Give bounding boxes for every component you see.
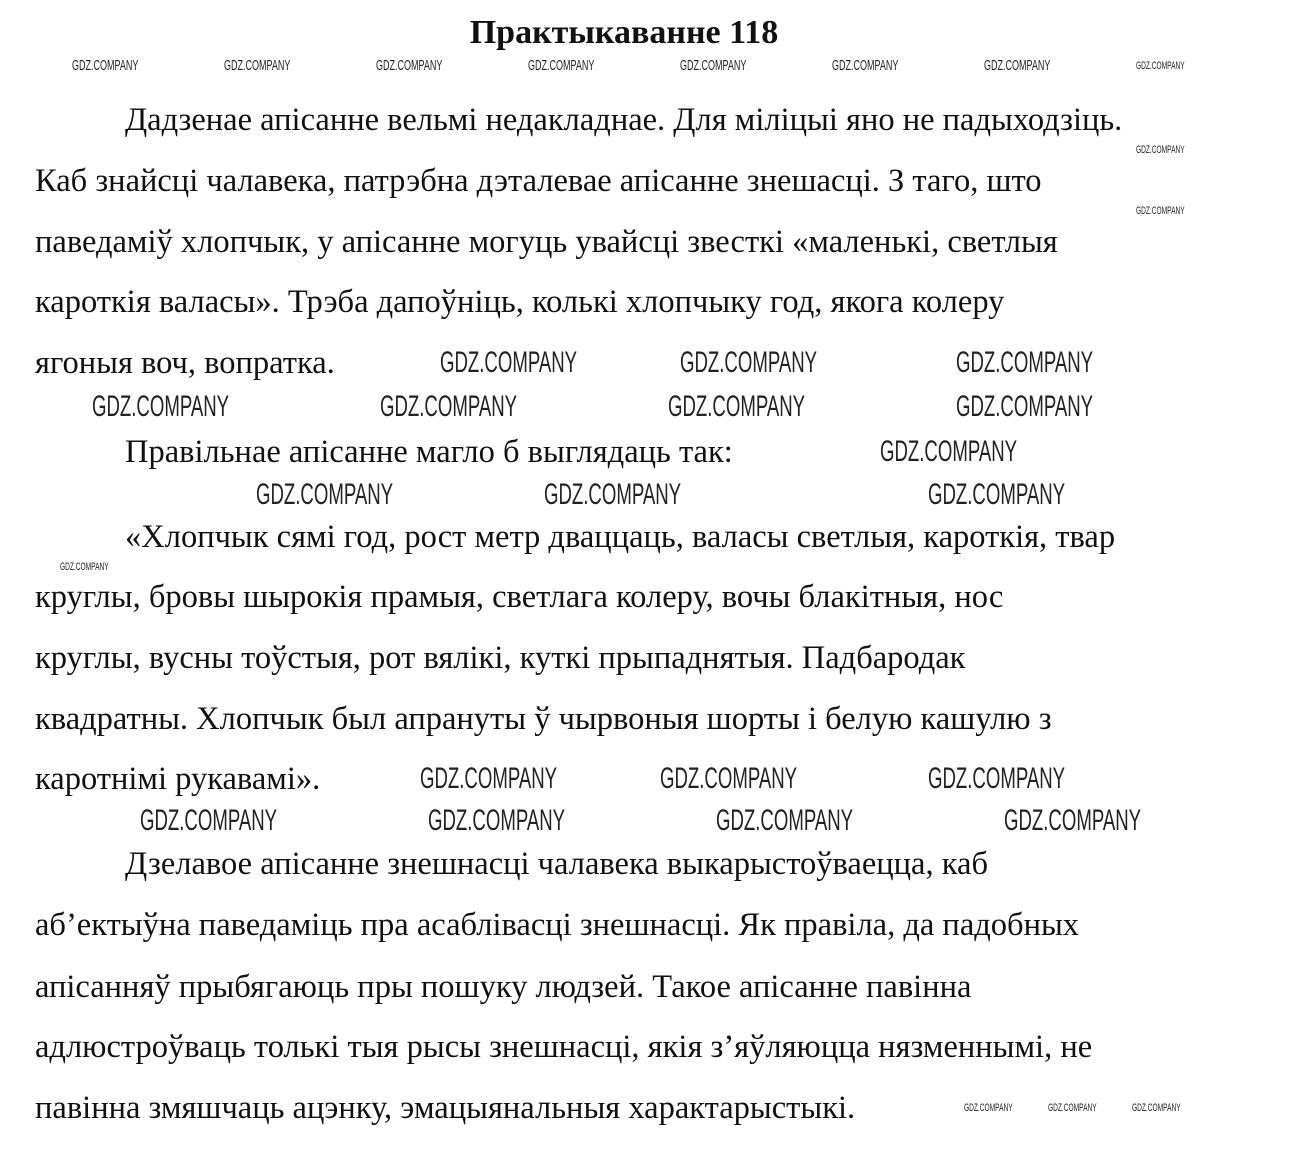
watermark: GDZ.COMPANY bbox=[928, 478, 1066, 511]
watermark: GDZ.COMPANY bbox=[1136, 144, 1185, 156]
watermark: GDZ.COMPANY bbox=[72, 57, 139, 74]
watermark: GDZ.COMPANY bbox=[680, 346, 818, 379]
watermark: GDZ.COMPANY bbox=[984, 57, 1051, 74]
text-line: Дзелавое апісанне знешнасці чалавека выкарыстоўваецца, каб bbox=[125, 846, 988, 882]
watermark: GDZ.COMPANY bbox=[380, 390, 518, 423]
watermark: GDZ.COMPANY bbox=[256, 478, 394, 511]
watermark: GDZ.COMPANY bbox=[140, 804, 278, 837]
text-line: кароткія валасы». Трэба дапоўніць, колькі хлопчыку год, якога колеру bbox=[35, 284, 1005, 320]
text-line: каротнімі рукавамі». bbox=[35, 761, 321, 797]
watermark: GDZ.COMPANY bbox=[1132, 1102, 1181, 1114]
watermark: GDZ.COMPANY bbox=[668, 390, 806, 423]
watermark: GDZ.COMPANY bbox=[1048, 1102, 1097, 1114]
watermark: GDZ.COMPANY bbox=[956, 346, 1094, 379]
watermark: GDZ.COMPANY bbox=[880, 435, 1018, 468]
text-line: круглы, бровы шырокія прамыя, светлага колеру, вочы блакітныя, нос bbox=[35, 579, 1004, 615]
text-line: квадратны. Хлопчык был апрануты ў чырвоныя шорты і белую кашулю з bbox=[35, 701, 1052, 737]
watermark: GDZ.COMPANY bbox=[832, 57, 899, 74]
watermark: GDZ.COMPANY bbox=[680, 57, 747, 74]
text-line: апісанняў прыбягаюць пры пошуку людзей. Такое апісанне павінна bbox=[35, 969, 972, 1005]
text-line: «Хлопчык сямі год, рост метр дваццаць, валасы светлыя, кароткія, твар bbox=[125, 519, 1116, 555]
watermark: GDZ.COMPANY bbox=[928, 762, 1066, 795]
watermark: GDZ.COMPANY bbox=[420, 762, 558, 795]
text-line: Правільнае апісанне магло б выглядаць так: bbox=[125, 434, 733, 470]
page-title: Практыкаванне 118 bbox=[469, 14, 779, 51]
watermark: GDZ.COMPANY bbox=[376, 57, 443, 74]
watermark: GDZ.COMPANY bbox=[1136, 60, 1185, 72]
text-line: ягоныя воч, вопратка. bbox=[35, 345, 335, 381]
watermark: GDZ.COMPANY bbox=[92, 390, 230, 423]
watermark: GDZ.COMPANY bbox=[544, 478, 682, 511]
text-line: Дадзенае апісанне вельмі недакладнае. Для міліцыі яно не падыходзіць. bbox=[125, 102, 1123, 138]
watermark: GDZ.COMPANY bbox=[528, 57, 595, 74]
text-line: круглы, вусны тоўстыя, рот вялікі, куткі прыпаднятыя. Падбародак bbox=[35, 640, 966, 676]
watermark: GDZ.COMPANY bbox=[60, 561, 109, 573]
text-line: Каб знайсці чалавека, патрэбна дэталевае апісанне знешасці. З таго, што bbox=[35, 163, 1042, 199]
text-line: павінна змяшчаць ацэнку, эмацыянальныя характарыстыкі. bbox=[35, 1090, 856, 1126]
watermark: GDZ.COMPANY bbox=[224, 57, 291, 74]
text-line: аб’ектыўна паведаміць пра асаблівасці знешнасці. Як правіла, да падобных bbox=[35, 907, 1080, 943]
watermark: GDZ.COMPANY bbox=[956, 390, 1094, 423]
watermark: GDZ.COMPANY bbox=[660, 762, 798, 795]
watermark: GDZ.COMPANY bbox=[964, 1102, 1013, 1114]
text-line: адлюстроўваць толькі тыя рысы знешнасці, якія з’яўляюцца нязменнымі, не bbox=[35, 1029, 1093, 1065]
watermark: GDZ.COMPANY bbox=[440, 346, 578, 379]
watermark: GDZ.COMPANY bbox=[1004, 804, 1142, 837]
watermark: GDZ.COMPANY bbox=[428, 804, 566, 837]
text-line: паведаміў хлопчык, у апісанне могуць увайсці звесткі «маленькі, светлыя bbox=[35, 224, 1058, 260]
watermark: GDZ.COMPANY bbox=[716, 804, 854, 837]
watermark: GDZ.COMPANY bbox=[1136, 205, 1185, 217]
